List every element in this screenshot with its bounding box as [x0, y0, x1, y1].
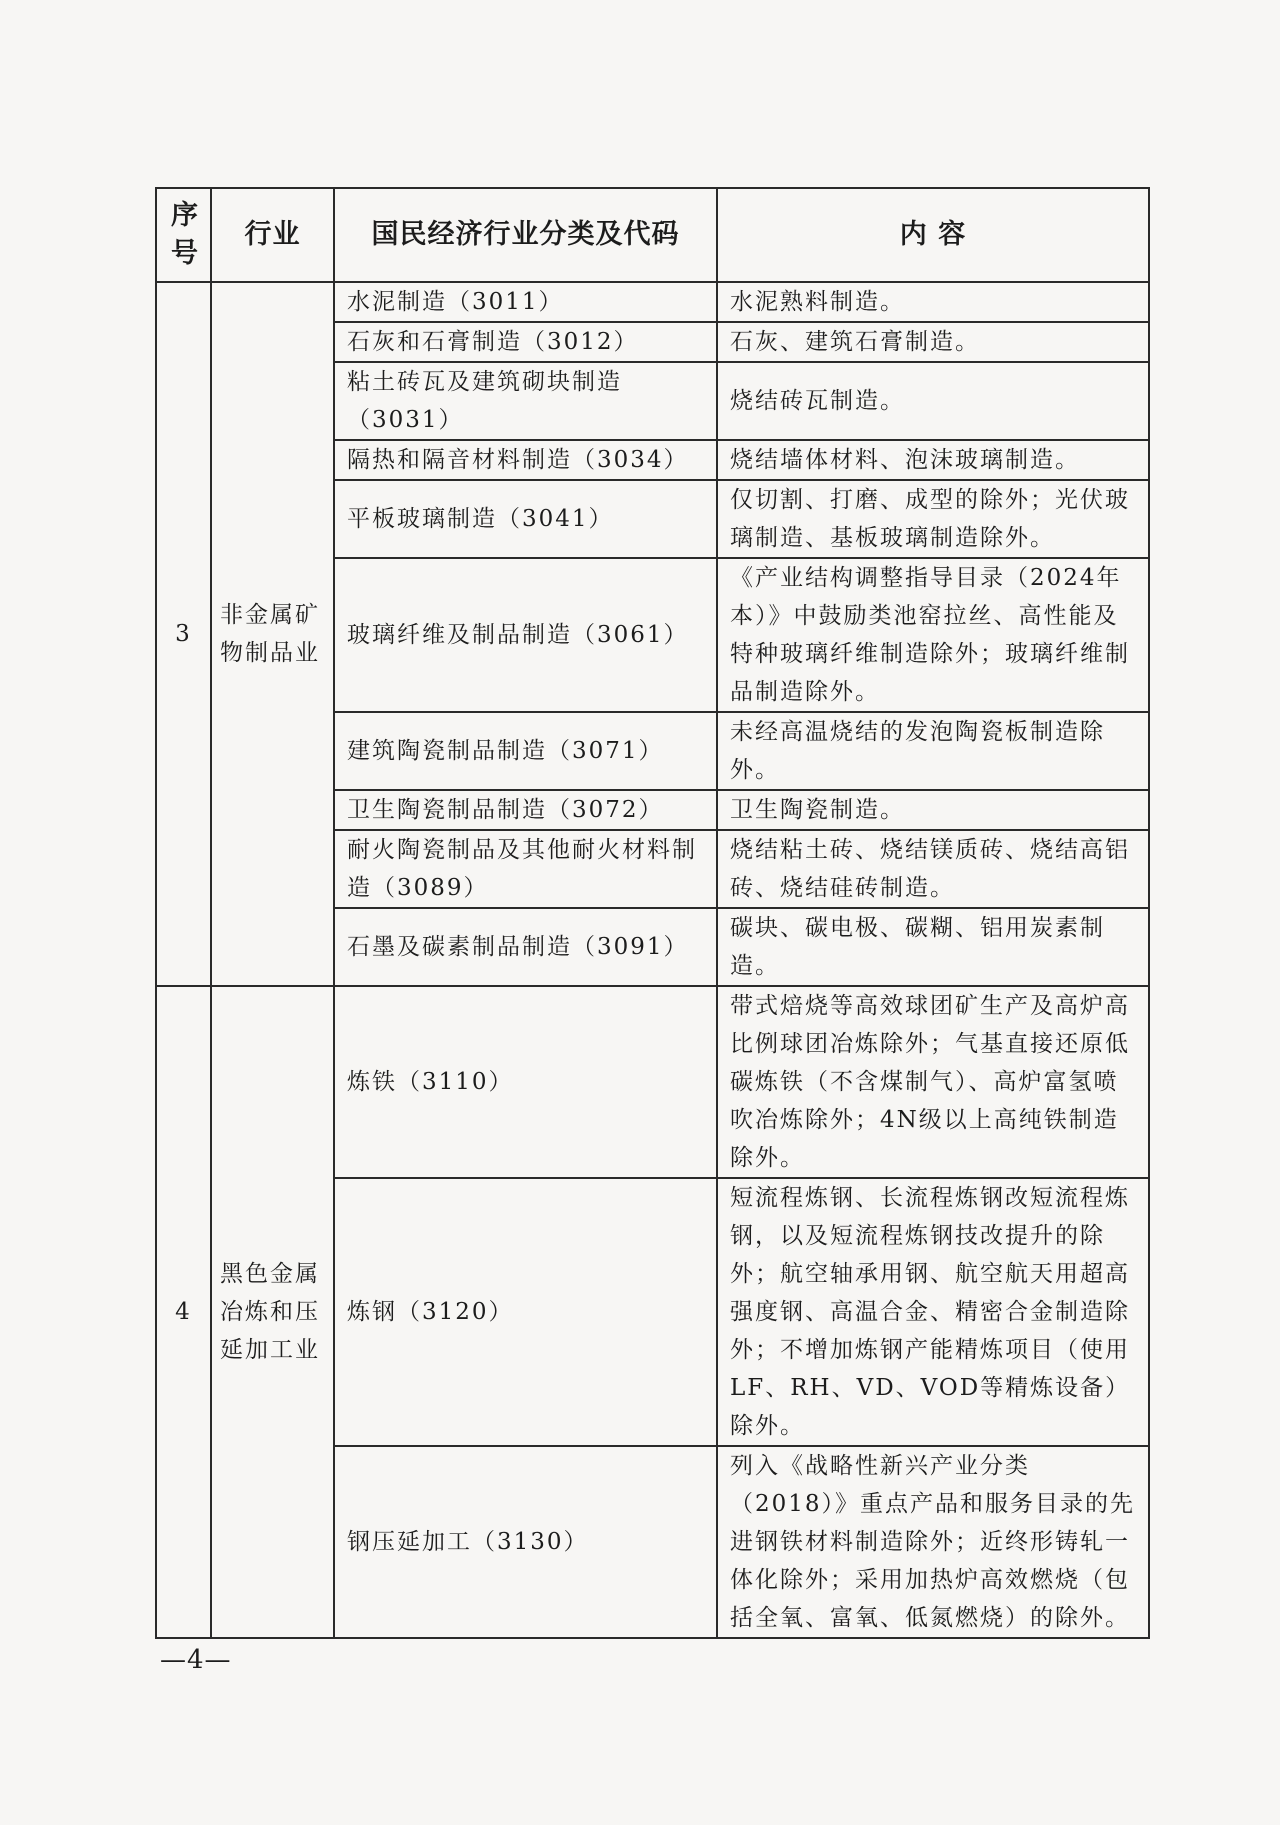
content-cell: 《产业结构调整指导目录（2024年本）》中鼓励类池窑拉丝、高性能及特种玻璃纤维制造除外；玻璃纤维制品制造除外。 [717, 558, 1149, 712]
page-number: —4— [160, 1645, 232, 1675]
content-cell: 烧结粘土砖、烧结镁质砖、烧结高铝砖、烧结硅砖制造。 [717, 830, 1149, 908]
table-row [156, 986, 1149, 1178]
classification-cell: 粘土砖瓦及建筑砌块制造（3031） [334, 362, 717, 440]
industry-table [155, 187, 1150, 1639]
group-industry: 黑色金属冶炼和压延加工业 [211, 986, 334, 1638]
content-cell: 烧结墙体材料、泡沫玻璃制造。 [717, 440, 1149, 480]
content-cell: 石灰、建筑石膏制造。 [717, 322, 1149, 362]
content-cell: 未经高温烧结的发泡陶瓷板制造除外。 [717, 712, 1149, 790]
header-content: 内 容 [717, 188, 1149, 282]
classification-cell: 建筑陶瓷制品制造（3071） [334, 712, 717, 790]
content-cell: 水泥熟料制造。 [717, 282, 1149, 322]
classification-cell: 炼钢（3120） [334, 1178, 717, 1446]
classification-cell: 钢压延加工（3130） [334, 1446, 717, 1638]
table-header-row [156, 188, 1149, 282]
content-cell: 短流程炼钢、长流程炼钢改短流程炼钢，以及短流程炼钢技改提升的除外；航空轴承用钢、航空航天用超高强度钢、高温合金、精密合金制造除外；不增加炼钢产能精炼项目（使用LF、RH、VD、VOD等精炼设备）除外。 [717, 1178, 1149, 1446]
classification-cell: 炼铁（3110） [334, 986, 717, 1178]
group-no: 4 [156, 986, 211, 1638]
group-industry: 非金属矿物制品业 [211, 282, 334, 986]
content-cell: 卫生陶瓷制造。 [717, 790, 1149, 830]
group-no: 3 [156, 282, 211, 986]
content-cell: 烧结砖瓦制造。 [717, 362, 1149, 440]
content-cell: 带式焙烧等高效球团矿生产及高炉高比例球团冶炼除外；气基直接还原低碳炼铁（不含煤制气）、高炉富氢喷吹冶炼除外；4N级以上高纯铁制造除外。 [717, 986, 1149, 1178]
classification-cell: 耐火陶瓷制品及其他耐火材料制造（3089） [334, 830, 717, 908]
classification-cell: 水泥制造（3011） [334, 282, 717, 322]
classification-cell: 石灰和石膏制造（3012） [334, 322, 717, 362]
content-cell: 列入《战略性新兴产业分类（2018）》重点产品和服务目录的先进钢铁材料制造除外；近终形铸轧一体化除外；采用加热炉高效燃烧（包括全氧、富氧、低氮燃烧）的除外。 [717, 1446, 1149, 1638]
header-no: 序号 [156, 188, 211, 282]
table-row [156, 282, 1149, 322]
content-cell: 碳块、碳电极、碳糊、铝用炭素制造。 [717, 908, 1149, 986]
header-classification: 国民经济行业分类及代码 [334, 188, 717, 282]
classification-cell: 平板玻璃制造（3041） [334, 480, 717, 558]
classification-cell: 隔热和隔音材料制造（3034） [334, 440, 717, 480]
content-cell: 仅切割、打磨、成型的除外；光伏玻璃制造、基板玻璃制造除外。 [717, 480, 1149, 558]
classification-cell: 石墨及碳素制品制造（3091） [334, 908, 717, 986]
classification-cell: 卫生陶瓷制品制造（3072） [334, 790, 717, 830]
classification-cell: 玻璃纤维及制品制造（3061） [334, 558, 717, 712]
header-industry: 行业 [211, 188, 334, 282]
